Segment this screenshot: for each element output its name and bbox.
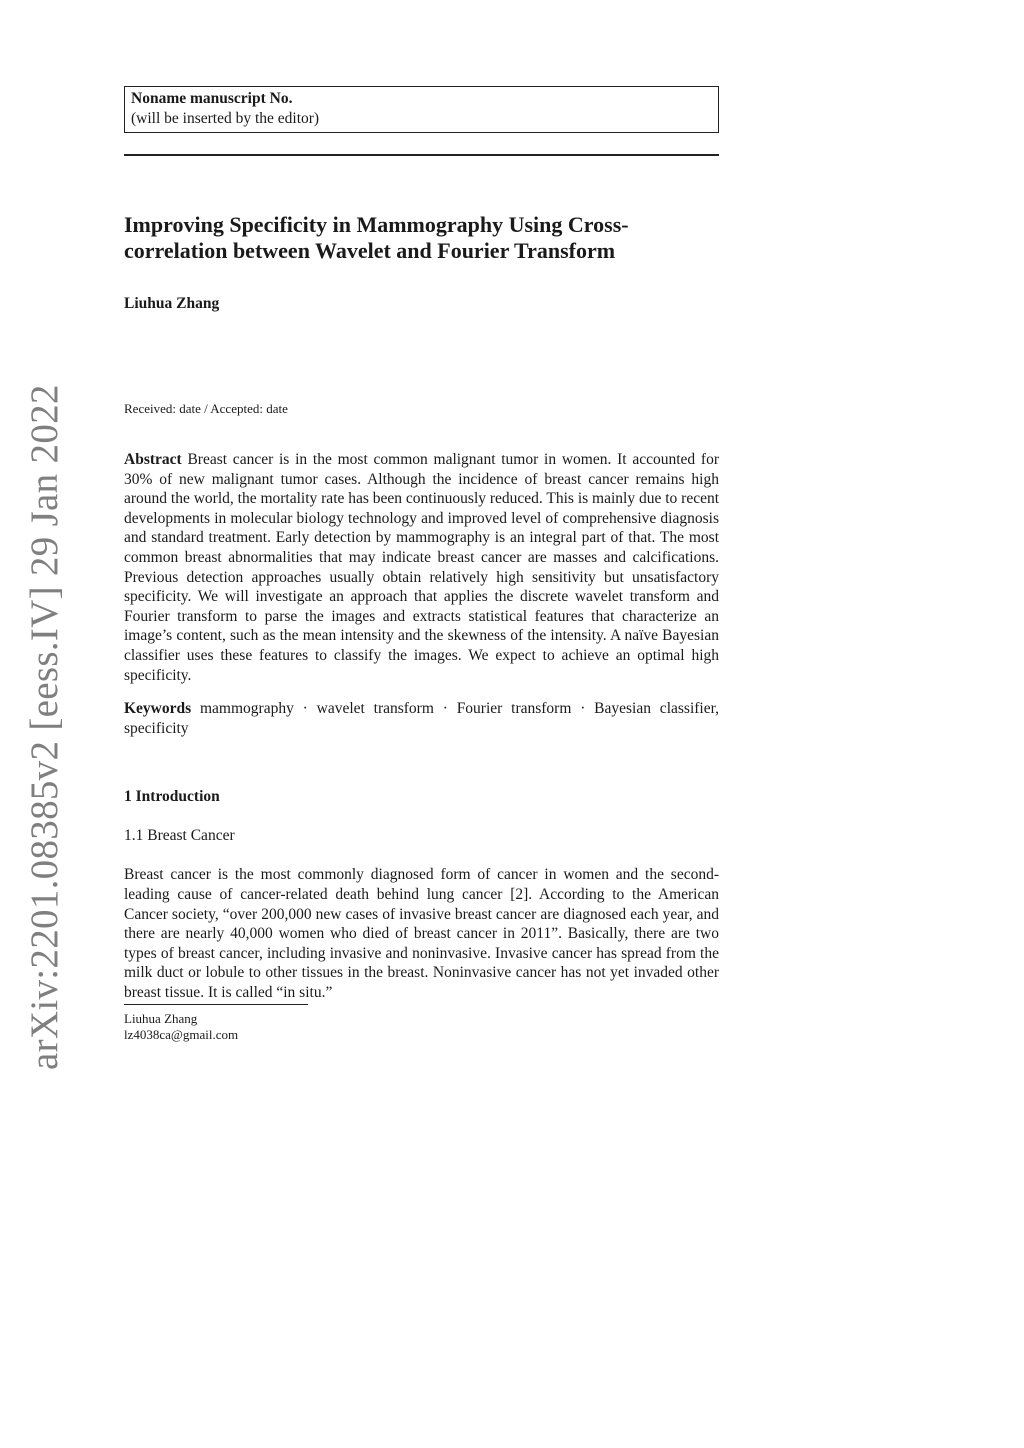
footnote-rule [124,1004,308,1005]
manuscript-number: Noname manuscript No. [131,90,293,107]
arxiv-identifier: arXiv:2201.08385v2 [eess.IV] 29 Jan 2022 [23,384,66,1070]
footnote-author-name: Liuhua Zhang [124,1011,198,1027]
abstract [124,450,719,685]
abstract-label: Abstract [124,451,182,468]
keywords-text: mammography · wavelet transform · Fourier transform · Bayesian classifier, specificity [124,700,720,737]
page-content [124,86,719,1043]
subsection-heading-breast-cancer: 1.1 Breast Cancer [124,827,235,845]
keywords-label: Keywords [124,700,192,718]
received-accepted-date: Received: date / Accepted: date [124,401,288,416]
intro-paragraph: Breast cancer is the most commonly diagnosed form of cancer in women and the second-leading cause of cancer-related death behind lung cancer [2]. According to the American Cancer society, “over 200,000 new cases of invasive breast cancer are diagnosed each year, and there are nearly 40,000 women who died of breast cancer in 2011”. Basically, there are two types of breast cancer, including invasive and noninvasive. Invasive cancer has spread from the milk duct or lobule to other tissues in the breast. Noninvasive cancer has not yet invaded other breast tissue. It is called “in situ.” [124,866,719,1001]
manuscript-editor-note: (will be inserted by the editor) [131,110,320,127]
section-heading-introduction: 1 Introduction [124,788,220,806]
manuscript-box [124,86,719,133]
footnote-author-email: lz4038ca@gmail.com [124,1027,239,1043]
abstract-text: Breast cancer is in the most common malignant tumor in women. It accounted for 30% of new malignant tumor cases. Although the incidence of breast cancer remains high around the world, the mortality rate has been continuously reduced. This is mainly due to recent developments in molecular biology technology and improved level of comprehensive diagnosis and standard treatment. Early detection by mammography is an integral part of that. The most common breast abnormalities that may indicate breast cancer are masses and calcifications. Previous detection approaches usually obtain relatively high sensitivity but unsatisfactory specificity. We will investigate an approach that applies the discrete wavelet transform and Fourier transform to parse the images and extracts statistical features that characterize an image’s content, such as the mean intensity and the skewness of the intensity. A naïve Bayesian classifier uses these features to classify the images. We expect to achieve an optimal high specificity. [124,451,720,684]
author-name: Liuhua Zhang [124,295,220,312]
keywords [124,699,719,738]
paper-title: Improving Specificity in Mammography Using Cross-correlation between Wavelet and Fourier Transform [124,212,629,263]
header-rule [124,154,719,156]
author-footnote [124,1011,719,1043]
